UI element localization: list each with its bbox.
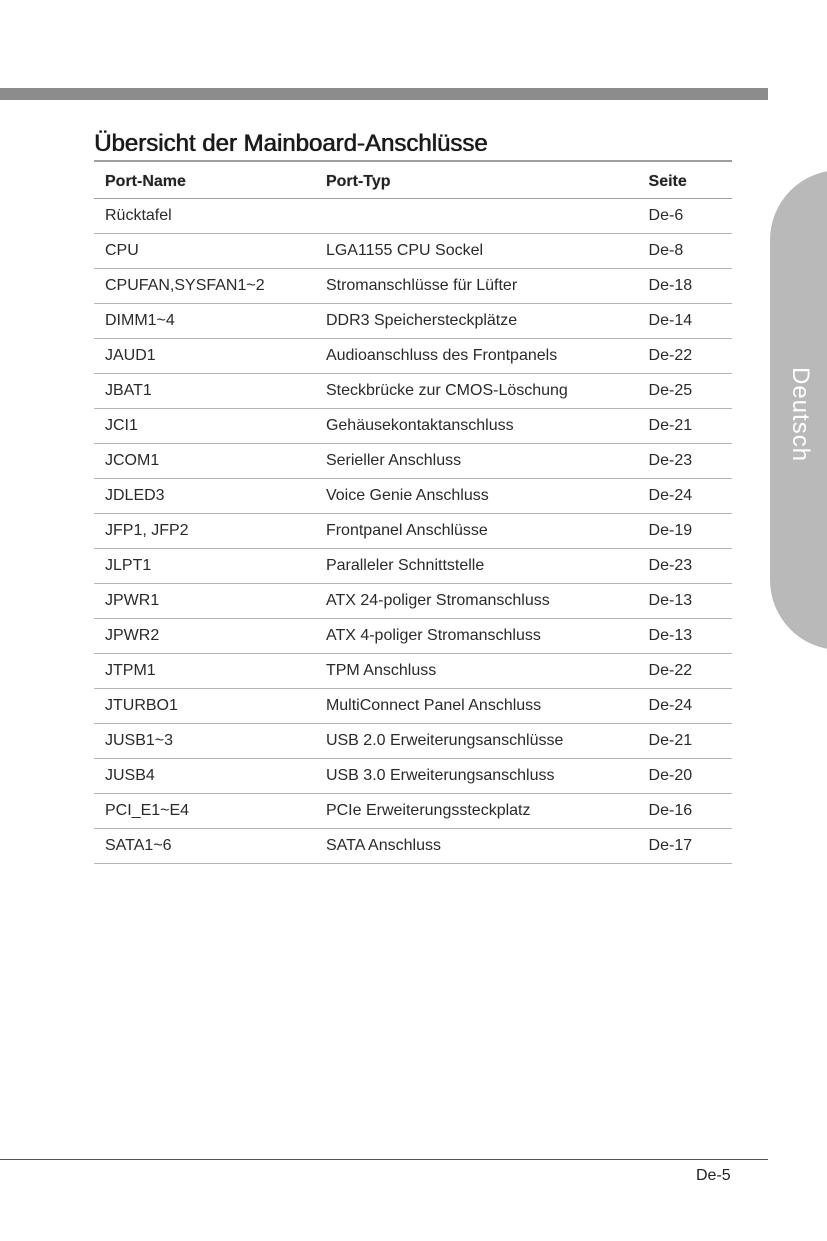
cell-page: De-25 [638, 374, 732, 409]
cell-port-type: USB 2.0 Erweiterungsanschlüsse [315, 724, 638, 759]
table-row [94, 199, 732, 234]
table-row [94, 549, 732, 584]
column-header-port-name: Port-Name [94, 165, 315, 199]
cell-port-name: JAUD1 [94, 339, 315, 374]
table-row [94, 689, 732, 724]
cell-port-name: JCOM1 [94, 444, 315, 479]
table-row [94, 374, 732, 409]
cell-page: De-24 [638, 689, 732, 724]
table-row [94, 514, 732, 549]
cell-page: De-13 [638, 619, 732, 654]
cell-port-type: USB 3.0 Erweiterungsanschluss [315, 759, 638, 794]
cell-port-name: JCI1 [94, 409, 315, 444]
cell-port-type: TPM Anschluss [315, 654, 638, 689]
table-header-row [94, 165, 732, 199]
cell-port-name: JUSB4 [94, 759, 315, 794]
cell-page: De-13 [638, 584, 732, 619]
cell-page: De-24 [638, 479, 732, 514]
column-header-port-type: Port-Typ [315, 165, 638, 199]
cell-page: De-17 [638, 829, 732, 864]
cell-port-type: Stromanschlüsse für Lüfter [315, 269, 638, 304]
cell-port-name: JFP1, JFP2 [94, 514, 315, 549]
cell-port-name: Rücktafel [94, 199, 315, 234]
cell-port-type: ATX 4-poliger Stromanschluss [315, 619, 638, 654]
cell-port-name: JPWR1 [94, 584, 315, 619]
cell-page: De-21 [638, 409, 732, 444]
cell-page: De-22 [638, 654, 732, 689]
port-table [94, 165, 732, 864]
cell-port-name: CPU [94, 234, 315, 269]
table-row [94, 304, 732, 339]
cell-port-type: LGA1155 CPU Sockel [315, 234, 638, 269]
cell-port-name: CPUFAN,SYSFAN1~2 [94, 269, 315, 304]
table-row [94, 724, 732, 759]
footer-divider [0, 1159, 768, 1160]
table-row [94, 444, 732, 479]
cell-port-name: JPWR2 [94, 619, 315, 654]
cell-port-type [315, 199, 638, 234]
language-tab-label: Deutsch [787, 367, 814, 463]
cell-port-type: MultiConnect Panel Anschluss [315, 689, 638, 724]
cell-port-name: JTPM1 [94, 654, 315, 689]
cell-port-type: Paralleler Schnittstelle [315, 549, 638, 584]
table-row [94, 269, 732, 304]
cell-port-type: Frontpanel Anschlüsse [315, 514, 638, 549]
cell-port-name: JBAT1 [94, 374, 315, 409]
page-title: Übersicht der Mainboard-Anschlüsse [94, 130, 488, 157]
cell-port-name: JUSB1~3 [94, 724, 315, 759]
cell-page: De-20 [638, 759, 732, 794]
table-row [94, 619, 732, 654]
column-header-page: Seite [638, 165, 732, 199]
table-row [94, 584, 732, 619]
table-row [94, 339, 732, 374]
cell-page: De-19 [638, 514, 732, 549]
title-divider [94, 160, 732, 162]
table-row [94, 759, 732, 794]
table-row [94, 234, 732, 269]
cell-port-type: SATA Anschluss [315, 829, 638, 864]
cell-page: De-6 [638, 199, 732, 234]
cell-port-type: Audioanschluss des Frontpanels [315, 339, 638, 374]
cell-page: De-22 [638, 339, 732, 374]
cell-port-name: JTURBO1 [94, 689, 315, 724]
cell-page: De-14 [638, 304, 732, 339]
cell-port-name: DIMM1~4 [94, 304, 315, 339]
table-row [94, 654, 732, 689]
cell-port-type: Voice Genie Anschluss [315, 479, 638, 514]
cell-page: De-23 [638, 549, 732, 584]
cell-port-type: Steckbrücke zur CMOS-Löschung [315, 374, 638, 409]
table-row [94, 409, 732, 444]
cell-page: De-23 [638, 444, 732, 479]
cell-port-type: DDR3 Speichersteckplätze [315, 304, 638, 339]
table-row [94, 829, 732, 864]
cell-port-name: PCI_E1~E4 [94, 794, 315, 829]
page-number: De-5 [696, 1167, 731, 1184]
cell-page: De-16 [638, 794, 732, 829]
table-body [94, 199, 732, 864]
table-row [94, 794, 732, 829]
cell-port-name: SATA1~6 [94, 829, 315, 864]
cell-port-type: PCIe Erweiterungssteckplatz [315, 794, 638, 829]
cell-port-type: Gehäusekontaktanschluss [315, 409, 638, 444]
cell-page: De-8 [638, 234, 732, 269]
cell-page: De-18 [638, 269, 732, 304]
header-bar [0, 88, 768, 100]
cell-port-name: JLPT1 [94, 549, 315, 584]
cell-port-type: ATX 24-poliger Stromanschluss [315, 584, 638, 619]
cell-page: De-21 [638, 724, 732, 759]
cell-port-type: Serieller Anschluss [315, 444, 638, 479]
table-row [94, 479, 732, 514]
cell-port-name: JDLED3 [94, 479, 315, 514]
